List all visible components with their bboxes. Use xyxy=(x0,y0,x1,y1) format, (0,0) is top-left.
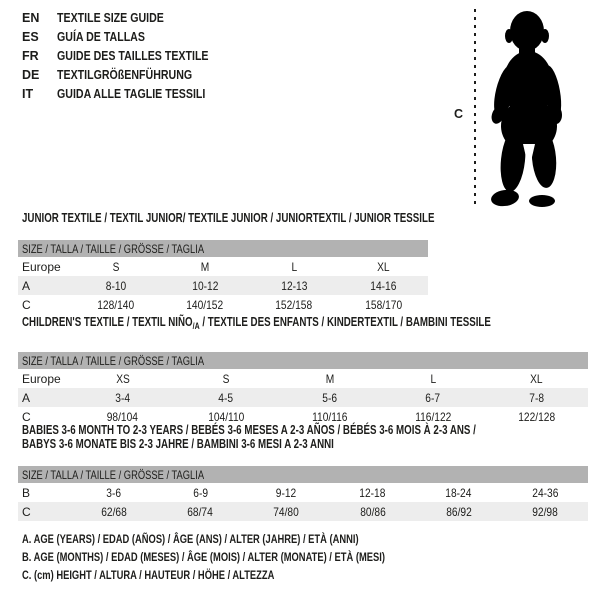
size-cell xyxy=(416,486,502,500)
size-cell-text: 62/68 xyxy=(101,504,127,519)
lang-row-it xyxy=(22,84,235,103)
size-cell-text: XL xyxy=(377,259,390,274)
lang-row-fr xyxy=(22,46,235,65)
size-cell xyxy=(243,505,329,519)
size-cell-text: S xyxy=(222,371,230,386)
size-cell xyxy=(71,260,160,274)
size-cell xyxy=(160,298,249,312)
size-cell-text: 80/86 xyxy=(359,504,386,519)
size-cell xyxy=(330,505,416,519)
footnote-text: B. AGE (MONTHS) / EDAD (MESES) / ÂGE (MOIS) / ALTER (MONATE) / ETÀ (MESI) xyxy=(22,550,385,564)
size-cell-text: 9-12 xyxy=(276,485,297,500)
footnote-text: C. (cm) HEIGHT / ALTURA / HAUTEUR / HÖHE / ALTEZZA xyxy=(22,568,275,582)
section-title-line1: BABIES 3-6 MONTH TO 2-3 YEARS / BEBÉS 3-6 MESES A 2-3 AÑOS / BÉBÉS 3-6 MOIS À 2-3 ANS / xyxy=(22,423,476,437)
size-cell xyxy=(157,486,243,500)
size-cell xyxy=(502,486,588,500)
size-cell-text: 92/98 xyxy=(532,504,558,519)
row-label: Europe xyxy=(22,259,61,274)
lang-code: DE xyxy=(22,67,40,82)
size-cell-text: L xyxy=(430,371,436,386)
size-cell-text: 140/152 xyxy=(186,297,224,312)
size-cell xyxy=(485,372,588,386)
size-cell xyxy=(71,505,157,519)
size-cell-text: 158/170 xyxy=(364,297,402,312)
size-cell-text: 8-10 xyxy=(105,278,126,293)
size-cell xyxy=(71,486,157,500)
size-cell xyxy=(330,486,416,500)
lang-label: GUIDA ALLE TAGLIE TESSILI xyxy=(57,86,206,101)
lang-code: EN xyxy=(22,10,40,25)
size-header-text: SIZE / TALLA / TAILLE / GRÖSSE / TAGLIA xyxy=(22,241,205,256)
size-cell xyxy=(278,391,381,405)
lang-code: FR xyxy=(22,48,39,63)
size-cell-text: 24-36 xyxy=(531,485,558,500)
table-row-height xyxy=(18,502,588,521)
lang-label: TEXTILE SIZE GUIDE xyxy=(57,10,164,25)
size-cell xyxy=(416,505,502,519)
row-label: C xyxy=(22,297,31,312)
section-title xyxy=(18,315,588,333)
size-cell xyxy=(71,298,160,312)
size-cell-text: 116/122 xyxy=(414,409,451,424)
size-cell-text: 86/92 xyxy=(446,504,472,519)
title-prefix: CHILDREN'S TEXTILE / TEXTIL NIÑO xyxy=(22,315,193,329)
lang-row-en xyxy=(22,8,235,27)
row-label: B xyxy=(22,485,31,500)
size-cell xyxy=(381,372,484,386)
table-row-age xyxy=(18,388,588,407)
section-title xyxy=(18,211,435,225)
lang-code: ES xyxy=(22,29,39,44)
section-title-text xyxy=(22,315,491,333)
size-header-text: SIZE / TALLA / TAILLE / GRÖSSE / TAGLIA xyxy=(22,353,205,368)
lang-row-es xyxy=(22,27,235,46)
row-label: C xyxy=(22,504,31,519)
section-title xyxy=(18,437,588,451)
size-cell xyxy=(278,372,381,386)
section-children-textile xyxy=(18,315,588,426)
footnote-text: A. AGE (YEARS) / EDAD (AÑOS) / ÂGE (ANS) / ALTER (JAHRE) / ETÀ (ANNI) xyxy=(22,532,359,546)
size-cell xyxy=(485,391,588,405)
section-title-text: JUNIOR TEXTILE / TEXTIL JUNIOR/ TEXTILE JUNIOR / JUNIORTEXTIL / JUNIOR TESSILE xyxy=(22,211,435,225)
lang-label: GUÍA DE TALLAS xyxy=(57,29,145,44)
size-cell-text: 3-6 xyxy=(106,485,122,500)
size-cell-text: 14-16 xyxy=(370,278,397,293)
size-cell-text: S xyxy=(112,259,120,274)
size-cell-text: 3-4 xyxy=(115,390,131,405)
size-cell-text: XL xyxy=(530,371,543,386)
size-cell-text: 6-7 xyxy=(425,390,441,405)
baby-silhouette xyxy=(478,8,574,208)
row-label: A xyxy=(22,278,31,293)
section-junior-textile xyxy=(18,211,435,314)
size-cell xyxy=(250,260,339,274)
size-cell-text: 5-6 xyxy=(322,390,337,405)
size-cell-text: M xyxy=(325,371,334,386)
size-cell xyxy=(157,505,243,519)
table-row-height xyxy=(18,295,428,314)
size-header-bar xyxy=(18,240,428,257)
size-cell-text: 104/110 xyxy=(208,409,245,424)
size-cell-text: 98/104 xyxy=(107,409,139,424)
section-babies-textile xyxy=(18,423,588,521)
size-cell xyxy=(278,410,381,424)
size-cell xyxy=(381,391,484,405)
size-cell-text: 122/128 xyxy=(517,409,555,424)
height-measure-dashed-line xyxy=(474,9,476,208)
row-label: A xyxy=(22,390,31,405)
size-cell-text: L xyxy=(291,259,297,274)
size-cell-text: 7-8 xyxy=(528,390,544,405)
size-cell xyxy=(71,391,174,405)
size-cell-text: M xyxy=(200,259,210,274)
size-cell-text: 74/80 xyxy=(273,504,300,519)
size-cell xyxy=(160,279,249,293)
section-title-line2: BABYS 3-6 MONATE BIS 2-3 JAHRE / BAMBINI 3-6 MESI A 2-3 ANNI xyxy=(22,437,334,451)
size-cell-text: 12-18 xyxy=(359,485,386,500)
lang-row-de xyxy=(22,65,235,84)
section-title xyxy=(18,423,588,437)
size-cell xyxy=(174,410,277,424)
language-list xyxy=(22,8,235,103)
size-cell-text: 10-12 xyxy=(191,278,218,293)
size-cell xyxy=(250,279,339,293)
size-cell-text: 4-5 xyxy=(218,390,234,405)
size-cell xyxy=(250,298,339,312)
title-subscript: /A xyxy=(192,321,200,331)
size-cell xyxy=(339,279,428,293)
table-row-age-months xyxy=(18,483,588,502)
size-cell xyxy=(174,391,277,405)
lang-label: GUIDE DES TAILLES TEXTILE xyxy=(57,48,209,63)
lang-code: IT xyxy=(22,86,34,101)
size-cell-text: 128/140 xyxy=(97,297,135,312)
size-cell-text: 152/158 xyxy=(275,297,313,312)
size-header-bar xyxy=(18,466,588,483)
size-cell xyxy=(174,372,277,386)
size-cell-text: 110/116 xyxy=(311,409,348,424)
row-label: C xyxy=(22,409,31,424)
size-cell-text: 18-24 xyxy=(445,485,472,500)
table-row-age xyxy=(18,276,428,295)
footnotes xyxy=(22,532,487,586)
size-cell xyxy=(71,372,174,386)
height-label-c: C xyxy=(454,107,464,121)
table-row-europe xyxy=(18,369,588,388)
size-cell xyxy=(502,505,588,519)
size-header-bar xyxy=(18,352,588,369)
size-cell xyxy=(381,410,484,424)
size-cell xyxy=(160,260,249,274)
size-cell-text: 68/74 xyxy=(187,504,214,519)
footnote-b xyxy=(22,550,487,568)
footnote-c xyxy=(22,568,487,586)
size-cell xyxy=(339,260,428,274)
title-suffix: / TEXTILE DES ENFANTS / KINDERTEXTIL / BAMBINI TESSILE xyxy=(199,315,491,329)
size-cell-text: 6-9 xyxy=(192,485,208,500)
table-row-europe xyxy=(18,257,428,276)
size-cell xyxy=(71,279,160,293)
size-cell-text: XS xyxy=(115,371,130,386)
size-cell xyxy=(339,298,428,312)
size-cell xyxy=(243,486,329,500)
lang-label: TEXTILGRÖßENFÜHRUNG xyxy=(57,67,193,82)
size-cell-text: 12-13 xyxy=(281,278,308,293)
size-header-text: SIZE / TALLA / TAILLE / GRÖSSE / TAGLIA xyxy=(22,467,205,482)
size-cell xyxy=(71,410,174,424)
size-cell xyxy=(485,410,588,424)
row-label: Europe xyxy=(22,371,61,386)
footnote-a xyxy=(22,532,487,550)
